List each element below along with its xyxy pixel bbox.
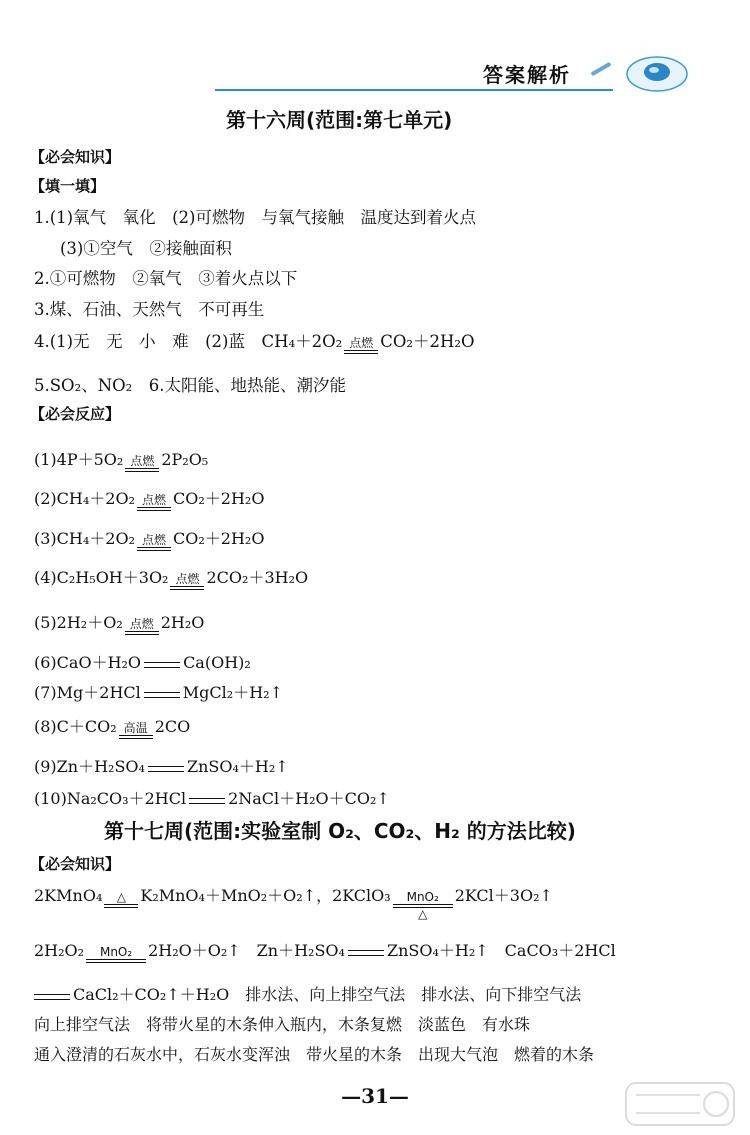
reaction-arrow	[119, 722, 153, 739]
equals-sign	[189, 798, 225, 804]
equals-sign	[348, 950, 384, 956]
reaction-arrow	[125, 618, 159, 635]
reaction-row	[34, 680, 283, 703]
week16-title: 第十六周(范围:第七单元)	[226, 108, 453, 132]
reaction-row	[34, 786, 390, 809]
reaction-row	[34, 650, 251, 673]
fill-line-3: 2.①可燃物 ②氧气 ③着火点以下	[34, 269, 298, 288]
header-title: 答案解析	[483, 63, 571, 87]
reaction-row	[34, 565, 308, 590]
arrow-condition: 点燃	[129, 617, 154, 631]
reaction-right: Ca(OH)₂	[183, 653, 251, 672]
reaction-left: (3)CH₄＋2O₂	[34, 529, 135, 548]
week17-tag-knowledge: 【必会知识】	[30, 855, 121, 873]
week17-line-5: 通入澄清的石灰水中，石灰水变浑浊 带火星的木条 出现大气泡 燃着的木条	[34, 1045, 595, 1064]
reaction-arrow	[125, 455, 159, 472]
reaction-arrow	[137, 534, 171, 551]
fill-line-1: 1.(1)氧气 氧化 (2)可燃物 与氧气接触 温度达到着火点	[34, 208, 476, 227]
reaction-left: (1)4P＋5O₂	[34, 450, 124, 469]
week16-tag-reactions: 【必会反应】	[30, 405, 121, 423]
reaction-right: 2P₂O₅	[161, 450, 209, 469]
equals-sign	[144, 662, 180, 668]
eq1-right: 2KCl＋3O₂↑	[454, 886, 553, 905]
week16-tag-knowledge: 【必会知识】	[30, 148, 121, 166]
reaction-right: 2CO₂＋3H₂O	[206, 568, 309, 587]
reaction-left: (5)2H₂＋O₂	[34, 613, 123, 632]
week17-eq-line-1	[34, 883, 553, 921]
reaction-row	[34, 447, 208, 472]
fill-line-5	[34, 328, 475, 354]
reaction-left: (7)Mg＋2HCl	[34, 683, 141, 702]
reaction-arrow	[170, 573, 204, 590]
eq2-right2: ZnSO₄＋H₂↑ CaCO₃＋2HCl	[386, 941, 616, 960]
equals-sign	[34, 994, 70, 1000]
reaction-right: ZnSO₄＋H₂↑	[186, 757, 289, 776]
reaction-right: MgCl₂＋H₂↑	[182, 683, 283, 702]
fill-line-4: 3.煤、石油、天然气 不可再生	[34, 300, 265, 319]
reaction-right: 2NaCl＋H₂O＋CO₂↑	[228, 789, 390, 808]
reaction-left: (6)CaO＋H₂O	[34, 653, 142, 672]
line3-text: CaCl₂＋CO₂↑＋H₂O 排水法、向上排空气法 排水法、向下排空气法	[73, 985, 582, 1004]
week17-eq-line-2	[34, 938, 616, 963]
reaction-row	[34, 526, 264, 551]
reaction-arrow	[393, 891, 453, 921]
arrow-condition: △	[116, 890, 126, 904]
header-rule	[215, 89, 613, 91]
arrow-condition: 高温	[123, 721, 148, 735]
line4-prefix: 4.(1)无 无 小 难 (2)蓝 CH₄＋2O₂	[34, 332, 343, 351]
reaction-arrow	[137, 494, 171, 511]
reaction-row	[34, 610, 204, 635]
reaction-row	[34, 486, 264, 511]
reaction-left: (8)C＋CO₂	[34, 717, 117, 736]
eq2-right: 2H₂O＋O₂↑ Zn＋H₂SO₄	[148, 941, 345, 960]
reaction-right: CO₂＋2H₂O	[173, 489, 265, 508]
arrow-condition: 点燃	[141, 493, 166, 507]
reaction-right: CO₂＋2H₂O	[173, 529, 265, 548]
week17-line-3	[34, 982, 581, 1005]
arrow-condition: 点燃	[175, 572, 200, 586]
arrow-condition: 点燃	[141, 533, 166, 547]
arrow-condition: MnO₂	[406, 890, 439, 904]
equals-sign	[148, 766, 184, 772]
fill-line-6: 5.SO₂、NO₂ 6.太阳能、地热能、潮汐能	[34, 376, 347, 395]
reaction-arrow	[104, 891, 138, 908]
reaction-arrow	[344, 337, 378, 354]
reaction-left: (4)C₂H₅OH＋3O₂	[34, 568, 169, 587]
watermark-logo-icon	[620, 1077, 740, 1131]
arrow-condition: 点燃	[130, 454, 155, 468]
reaction-left: (10)Na₂CO₃＋2HCl	[34, 789, 187, 808]
eq2-left: 2H₂O₂	[34, 941, 85, 960]
reaction-left: (2)CH₄＋2O₂	[34, 489, 135, 508]
fill-line-2: (3)①空气 ②接触面积	[60, 239, 232, 258]
reaction-arrow	[86, 946, 146, 963]
eq1-left: 2KMnO₄	[34, 886, 103, 905]
week17-line-4: 向上排空气法 将带火星的木条伸入瓶内，木条复燃 淡蓝色 有水珠	[34, 1015, 531, 1034]
pen-icon	[590, 62, 611, 76]
reaction-row	[34, 714, 190, 739]
page-number: —31—	[341, 1084, 409, 1108]
reaction-right: 2CO	[154, 717, 191, 736]
equals-sign	[144, 692, 180, 698]
arrow-condition-under: △	[418, 907, 428, 921]
reaction-right: 2H₂O	[160, 613, 205, 632]
arrow-condition: MnO₂	[99, 945, 133, 959]
page-header	[215, 55, 735, 95]
arrow-condition: 点燃	[349, 336, 374, 350]
week17-title: 第十七周(范围:实验室制 O₂、CO₂、H₂ 的方法比较)	[104, 819, 576, 843]
eq1-mid: K₂MnO₄＋MnO₂＋O₂↑，2KClO₃	[140, 886, 391, 905]
week16-tag-fill: 【填一填】	[30, 177, 106, 195]
reaction-row	[34, 754, 289, 777]
logo-icon	[625, 55, 689, 93]
reaction-left: (9)Zn＋H₂SO₄	[34, 757, 145, 776]
line4-suffix: CO₂＋2H₂O	[380, 332, 475, 351]
